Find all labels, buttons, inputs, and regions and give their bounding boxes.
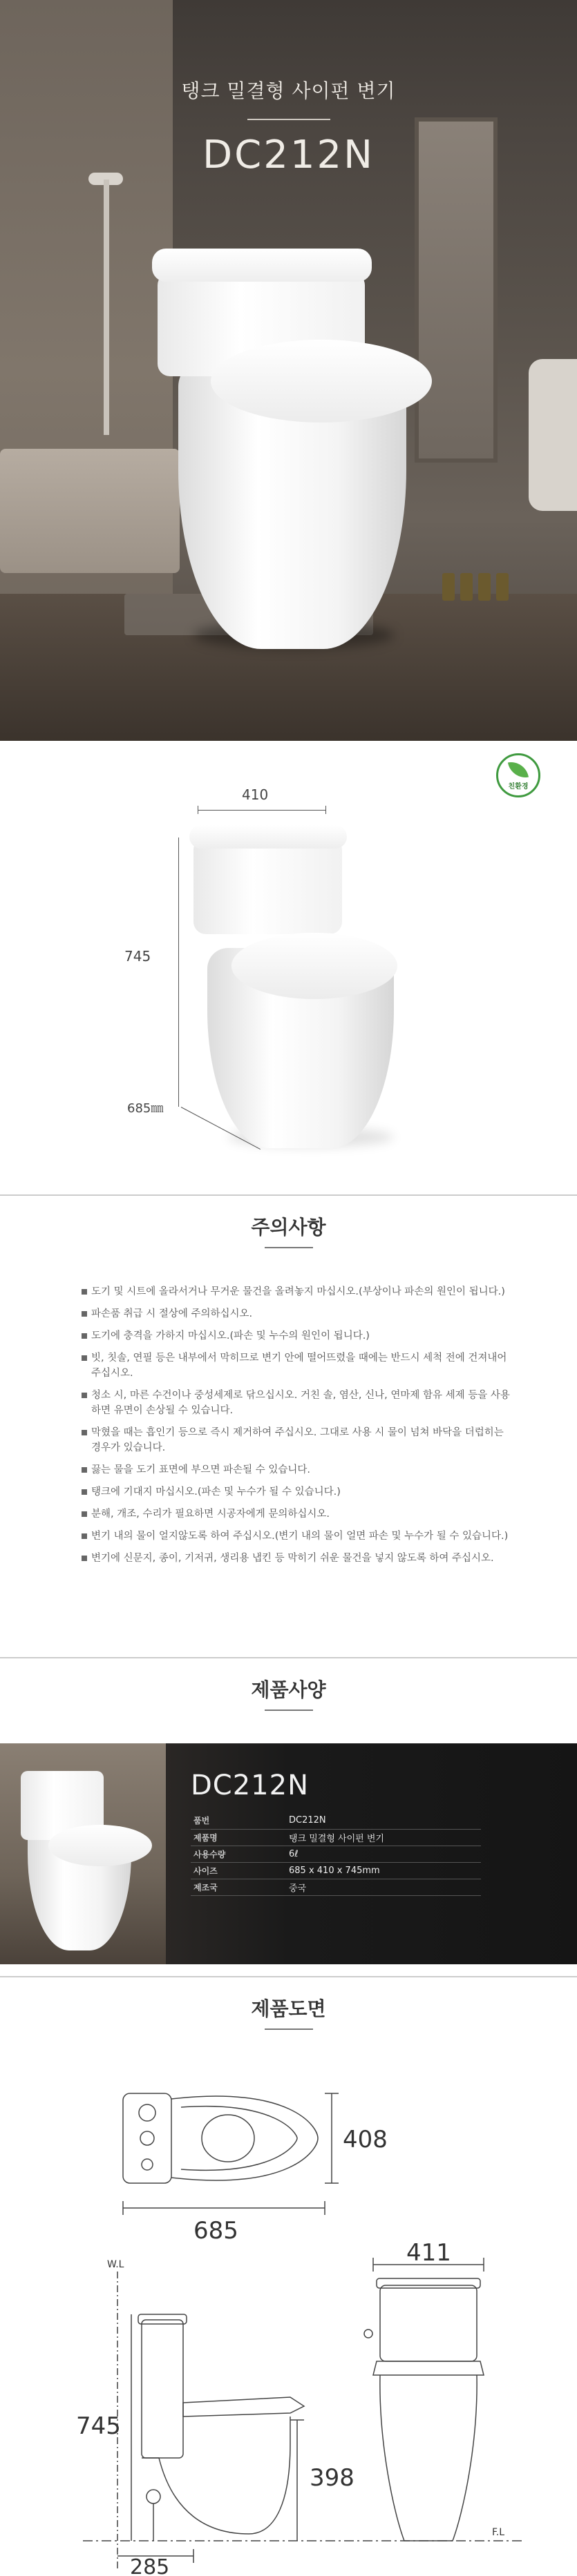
cautions-top-rule: [0, 1194, 577, 1196]
technical-drawing-svg: [0, 2057, 577, 2576]
side-view-tank-lid: [138, 2314, 187, 2324]
side-view-seat: [183, 2397, 304, 2417]
side-width-label: 411: [406, 2239, 451, 2267]
front-view-handle-icon: [364, 2330, 372, 2338]
top-length-label: 685: [193, 2217, 238, 2245]
height-dimension-label: 745: [124, 948, 151, 965]
width-dimension-line: [198, 810, 326, 811]
caution-item: 청소 시, 마른 수건이나 중성세제로 닦으십시오. 거친 솔, 염산, 신나, 연마제 함유 세제 등을 사용하면 유면이 손상될 수 있습니다.: [82, 1388, 510, 1418]
width-dimension-tick-right: [325, 806, 326, 814]
eco-badge-label: 친환경: [508, 782, 529, 791]
spec-row: 제조국 중국: [191, 1879, 481, 1895]
caution-item: 변기에 신문지, 종이, 기저귀, 생리용 냅킨 등 막히기 쉬운 물건을 넣지 않도록 하여 주십시오.: [82, 1551, 510, 1566]
spec-row: 품번 DC212N: [191, 1812, 481, 1829]
product-subtitle: 탱크 밀결형 사이펀 변기: [181, 79, 396, 102]
square-bullet-icon: [82, 1430, 87, 1435]
top-view: [123, 2093, 339, 2215]
shower-pipe-image: [104, 180, 109, 435]
technical-drawing: [0, 2057, 577, 2576]
caution-item: 탱크에 기대지 마십시오.(파손 및 누수가 될 수 있습니다.): [82, 1484, 510, 1500]
side-view: [117, 2314, 304, 2563]
side-view-bowl: [159, 2417, 290, 2534]
caution-item: 도기 및 시트에 올라서거나 무거운 물건을 올려놓지 마십시오.(부상이나 파손의 원인이 됩니다.): [82, 1284, 510, 1299]
wall-line-label: W.L: [107, 2259, 124, 2270]
leaf-icon: [508, 759, 529, 779]
caution-item: 변기 내의 물이 얼지않도록 하여 주십시오.(변기 내의 물이 얼면 파손 및 누수가 될 수 있습니다.): [82, 1529, 510, 1544]
sink-image: [529, 359, 577, 511]
front-height-label: 745: [76, 2412, 121, 2440]
spec-panel: [0, 1743, 577, 1964]
cautions-list: [82, 1284, 510, 1573]
square-bullet-icon: [82, 1533, 87, 1539]
cautions-header: [0, 1194, 577, 1248]
caution-item: 분해, 개조, 수리가 필요하면 시공자에게 문의하십시오.: [82, 1507, 510, 1522]
drawing-title-underline: [265, 2028, 313, 2030]
drawing-top-rule: [0, 1976, 577, 1977]
drawing-title: 제품도면: [251, 1997, 326, 2020]
front-view-seat: [373, 2361, 484, 2375]
toilet-seat-image: [211, 340, 432, 423]
outlet-height-label: 398: [310, 2464, 354, 2492]
front-view-bowl: [380, 2375, 477, 2541]
square-bullet-icon: [82, 1556, 87, 1561]
eco-certification-badge: [496, 753, 540, 797]
product-tank-lid-image: [189, 825, 347, 849]
front-view: [364, 2258, 484, 2541]
caution-item: 도기에 충격을 가하지 마십시오.(파손 및 누수의 원인이 됩니다.): [82, 1328, 510, 1344]
top-view-flush-icon: [140, 2131, 154, 2145]
spec-model-title: DC212N: [191, 1770, 309, 1801]
front-view-tank-lid: [377, 2278, 480, 2288]
toilet-tank-lid-image: [152, 249, 372, 282]
square-bullet-icon: [82, 1393, 87, 1398]
square-bullet-icon: [82, 1333, 87, 1339]
spec-row: 사이즈 685 x 410 x 745mm: [191, 1862, 481, 1879]
top-view-bowl-inner: [202, 2115, 254, 2162]
spec-top-rule: [0, 1657, 577, 1658]
spec-title: 제품사양: [251, 1678, 326, 1701]
spec-row: 사용수량 6ℓ: [191, 1846, 481, 1862]
top-width-label: 408: [343, 2126, 388, 2153]
cautions-title: 주의사항: [251, 1216, 326, 1239]
title-divider: [247, 119, 330, 120]
square-bullet-icon: [82, 1511, 87, 1517]
spec-product-photo: [0, 1743, 166, 1964]
hero-title-block: [0, 76, 577, 177]
top-view-button-icon: [139, 2104, 155, 2121]
square-bullet-icon: [82, 1467, 87, 1473]
spec-header: [0, 1657, 577, 1711]
cautions-title-underline: [265, 1247, 313, 1248]
width-dimension-label: 410: [242, 786, 269, 803]
hero-banner: [0, 0, 577, 741]
height-dimension-line: [178, 837, 179, 1107]
dimension-photo-section: [0, 741, 577, 1183]
depth-dimension-label: 685㎜: [127, 1101, 164, 1116]
caution-item: 빗, 칫솔, 연필 등은 내부에서 막히므로 변기 안에 떨어뜨렸을 때에는 반드시 세척 전에 건져내어 주십시오.: [82, 1350, 510, 1381]
square-bullet-icon: [82, 1355, 87, 1361]
side-view-valve-icon: [146, 2490, 160, 2504]
spec-row: 제품명 탱크 밀결형 사이펀 변기: [191, 1829, 481, 1846]
product-tank-image: [193, 837, 342, 934]
floor-line-label: F.L: [492, 2527, 505, 2538]
square-bullet-icon: [82, 1289, 87, 1295]
product-seat-image: [231, 933, 397, 999]
rough-in-label: 285: [130, 2555, 170, 2576]
side-view-tank: [142, 2320, 183, 2458]
drawing-header: [0, 1976, 577, 2030]
front-view-tank: [380, 2285, 477, 2361]
caution-item: 막혔을 때는 흡인기 등으로 즉시 제거하여 주십시오. 그대로 사용 시 물이 넘쳐 바닥을 더럽히는 경우가 있습니다.: [82, 1425, 510, 1455]
plant-pots-image: [442, 573, 525, 601]
caution-item: 파손품 취급 시 절상에 주의하십시오.: [82, 1306, 510, 1321]
bathtub-image: [0, 449, 180, 573]
square-bullet-icon: [82, 1311, 87, 1317]
top-view-valve-icon: [142, 2159, 153, 2170]
spec-seat-image: [48, 1825, 152, 1866]
spec-title-underline: [265, 1710, 313, 1711]
top-view-seat-outline: [181, 2107, 297, 2171]
spec-table: [191, 1812, 481, 1896]
product-model-title: DC212N: [202, 133, 375, 177]
square-bullet-icon: [82, 1489, 87, 1495]
caution-item: 끓는 물을 도기 표면에 부으면 파손될 수 있습니다.: [82, 1462, 510, 1478]
